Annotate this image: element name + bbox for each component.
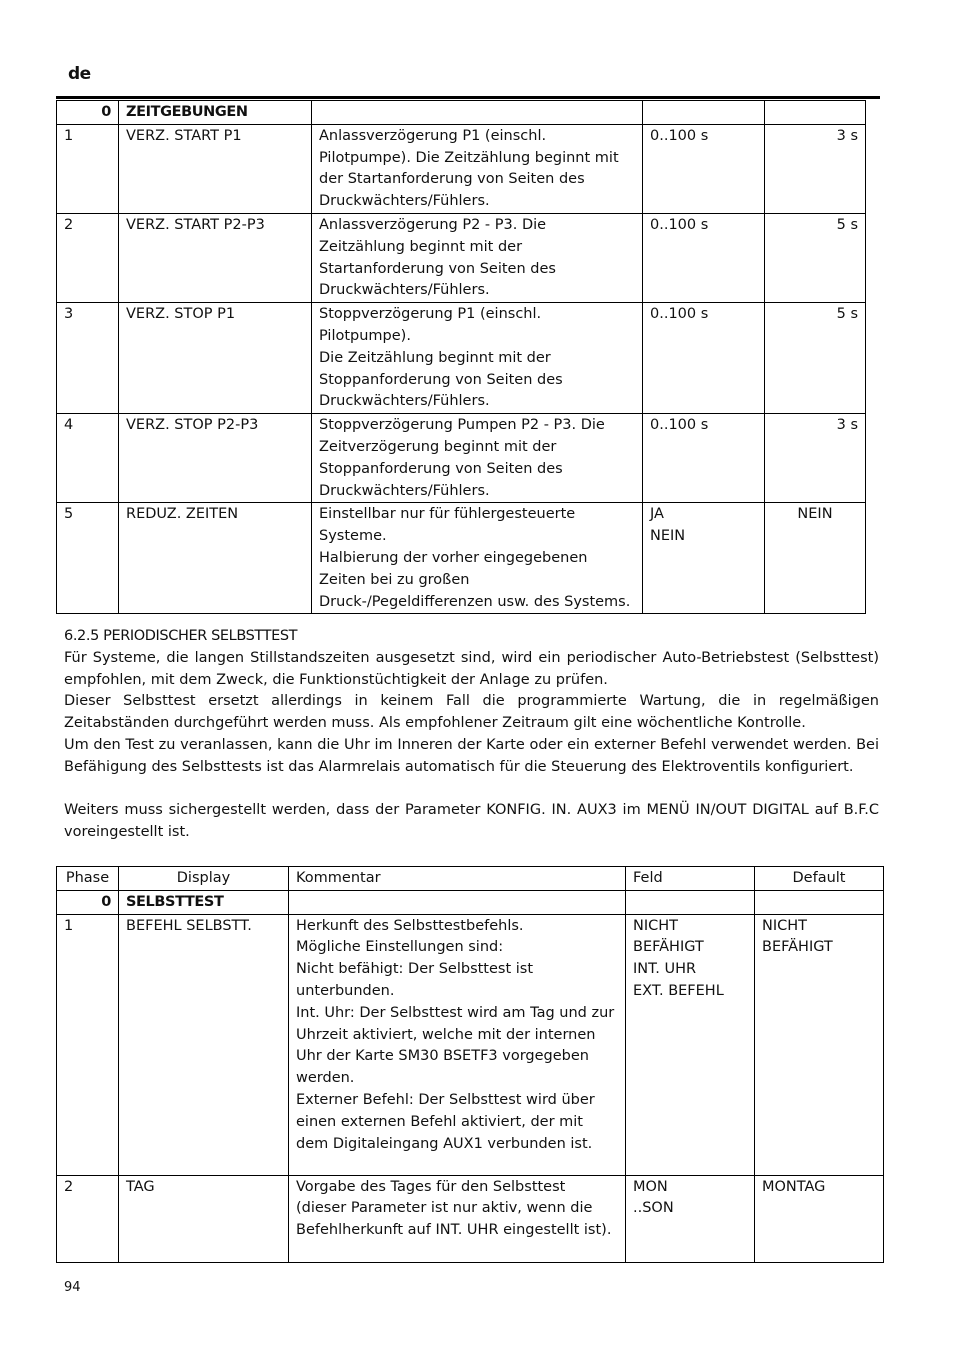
page-number: 94 [64,1280,81,1295]
paragraph: Weiters muss sichergestellt werden, dass der Parameter KONFIG. IN. AUX3 im MENÜ IN/OUT DIGITAL auf B.F.C voreingestellt ist. [64,802,879,840]
row-default: MONTAG [755,1175,884,1262]
group-number: 0 [57,890,119,914]
row-field: NICHT BEFÄHIGT INT. UHR EXT. BEFEHL [626,914,755,1175]
table-group-row [57,101,866,125]
row-comment: Vorgabe des Tages für den Selbsttest (dieser Parameter ist nur aktiv, wenn die Befehlherkunft auf INT. UHR eingestellt ist). [289,1175,626,1262]
row-default: 3 s [765,124,866,213]
row-display: BEFEHL SELBSTT. [119,914,289,1175]
table-row [57,124,866,213]
column-header-default: Default [755,867,884,891]
timers-table [56,100,866,614]
table-group-row [57,890,884,914]
row-number: 3 [57,303,119,414]
selftest-table [56,866,884,1263]
table-cell [643,101,765,125]
row-comment: Einstellbar nur für fühlergesteuerte Systeme. Halbierung der vorher eingegebenen Zeiten bei zu großen Druck-/Pegeldifferenzen usw. des Systems. [312,503,643,614]
column-header-comment: Kommentar [289,867,626,891]
column-header-display: Display [119,867,289,891]
table-row [57,1175,884,1262]
row-number: 2 [57,1175,119,1262]
table-row [57,213,866,302]
column-header-field: Feld [626,867,755,891]
group-title: SELBSTTEST [119,890,289,914]
row-display: REDUZ. ZEITEN [119,503,312,614]
table-row [57,503,866,614]
row-display: TAG [119,1175,289,1262]
row-default: NEIN [765,503,866,614]
header-rule [56,96,880,99]
row-display: VERZ. STOP P2-P3 [119,414,312,503]
row-field: 0..100 s [643,124,765,213]
table-row [57,303,866,414]
row-number: 4 [57,414,119,503]
row-display: VERZ. START P1 [119,124,312,213]
row-comment: Anlassverzögerung P2 - P3. Die Zeitzählung beginnt mit der Startanforderung von Seiten des Druckwächters/Fühlers. [312,213,643,302]
table-cell [626,890,755,914]
section-heading: 6.2.5 PERIODISCHER SELBSTTEST [64,628,298,644]
row-default: 3 s [765,414,866,503]
group-title: ZEITGEBUNGEN [119,101,312,125]
table-cell [755,890,884,914]
row-display: VERZ. STOP P1 [119,303,312,414]
row-comment: Herkunft des Selbsttestbefehls. Mögliche Einstellungen sind: Nicht befähigt: Der Selbsttest ist unterbunden. Int. Uhr: Der Selbsttest wird am Tag und zur Uhrzeit aktiviert, welche mit der internen Uhr der Karte SM30 BSETF3 vorgegeben werden. Externer Befehl: Der Selbsttest wird über einen externen Befehl aktiviert, der mit dem Digitaleingang AUX1 verbunden ist. [289,914,626,1175]
row-comment: Stoppverzögerung Pumpen P2 - P3. Die Zeitverzögerung beginnt mit der Stoppanforderung von Seiten des Druckwächters/Fühlers. [312,414,643,503]
paragraph: Für Systeme, die langen Stillstandszeiten ausgesetzt sind, wird ein periodischer Auto-Betriebstest (Selbsttest) empfohlen, mit dem Zweck, die Funktionstüchtigkeit der Anlage zu prüfen. [64,650,879,688]
table-cell [765,101,866,125]
row-comment: Anlassverzögerung P1 (einschl. Pilotpumpe). Die Zeitzählung beginnt mit der Startanforderung von Seiten des Druckwächters/Fühlers. [312,124,643,213]
column-header-phase: Phase [57,867,119,891]
table-cell [312,101,643,125]
row-field: 0..100 s [643,414,765,503]
row-default: NICHT BEFÄHIGT [755,914,884,1175]
row-field: MON ..SON [626,1175,755,1262]
row-comment: Stoppverzögerung P1 (einschl. Pilotpumpe). Die Zeitzählung beginnt mit der Stoppanforderung von Seiten des Druckwächters/Fühlers. [312,303,643,414]
row-default: 5 s [765,303,866,414]
table-row [57,414,866,503]
row-field: 0..100 s [643,213,765,302]
row-number: 1 [57,124,119,213]
row-number: 5 [57,503,119,614]
table-row [57,914,884,1175]
row-field: JA NEIN [643,503,765,614]
row-number: 1 [57,914,119,1175]
row-display: VERZ. START P2-P3 [119,213,312,302]
paragraph: Dieser Selbsttest ersetzt allerdings in keinem Fall die programmierte Wartung, die in regelmäßigen Zeitabständen durchgeführt werden muss. Als empfohlener Zeitraum gilt eine wöchentliche Kontrolle. [64,693,879,731]
paragraph: Um den Test zu veranlassen, kann die Uhr im Inneren der Karte oder ein externer Befehl verwendet werden. Bei Befähigung des Selbsttests ist das Alarmrelais automatisch für die Steuerung des Elektroventils konfiguriert. [64,737,879,775]
group-number: 0 [57,101,119,125]
table-header-row [57,867,884,891]
row-field: 0..100 s [643,303,765,414]
language-marker: de [68,64,91,84]
row-number: 2 [57,213,119,302]
row-default: 5 s [765,213,866,302]
table-cell [289,890,626,914]
